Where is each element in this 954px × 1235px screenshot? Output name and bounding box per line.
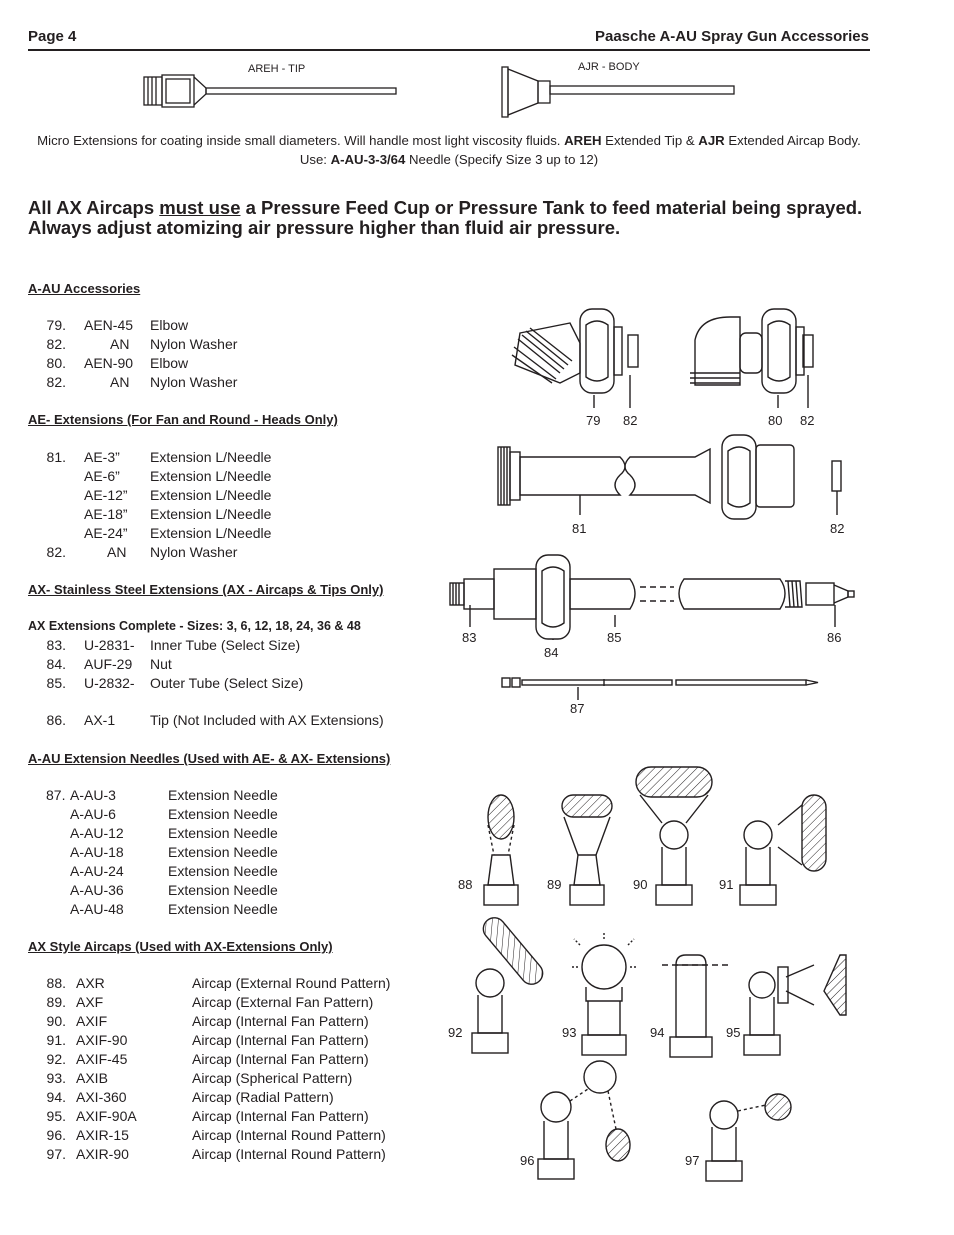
ajr-body-label: AJR - BODY [578, 61, 640, 73]
callout-86: 86 [827, 630, 842, 645]
aircap-axif-45-drawing [472, 913, 547, 1053]
list-item: 82. AN Nylon Washer [46, 336, 238, 352]
list-item: 93. AXIB Aircap (Spherical Pattern) [46, 1070, 353, 1086]
list-item: A-AU-24 Extension Needle [70, 863, 278, 879]
list-item: A-AU-18 Extension Needle [70, 844, 278, 860]
list-item: AE-6” Extension L/Needle [84, 468, 272, 484]
list-item: A-AU-6 Extension Needle [70, 806, 278, 822]
list-item: 87. A-AU-3 Extension Needle [46, 787, 278, 803]
list-item: AE-18” Extension L/Needle [84, 506, 272, 522]
intro-line-1: Micro Extensions for coating inside small diameters. Will handle most light viscosity fluids. AREH Extended Tip & AJR Extended Aircap Body. [37, 133, 861, 148]
aircap-axif-90-drawing [740, 795, 826, 905]
aircap-axr-drawing [484, 795, 518, 905]
callout-96: 96 [520, 1153, 535, 1168]
aircaps-list [0, 974, 440, 1164]
list-item: A-AU-48 Extension Needle [70, 901, 278, 917]
section-title-ax: AX- Stainless Steel Extensions (AX - Aircaps & Tips Only) [28, 582, 384, 597]
list-item: 88. AXR Aircap (External Round Pattern) [46, 975, 391, 991]
micro-extension-figure [130, 55, 750, 120]
needles-list [0, 786, 440, 919]
section-title-needles: A-AU Extension Needles (Used with AE- & AX- Extensions) [28, 751, 391, 766]
ax-extension-drawing [450, 555, 854, 639]
elbow-45-drawing [512, 309, 638, 393]
section-title-aircaps: AX Style Aircaps (Used with AX-Extensions Only) [28, 939, 333, 954]
ax-subtitle: AX Extensions Complete - Sizes: 3, 6, 12, 18, 24, 36 & 48 [28, 619, 361, 633]
intro-line-2: Use: A-AU-3-3/64 Needle (Specify Size 3 up to 12) [299, 152, 599, 167]
callout-84: 84 [544, 645, 559, 660]
list-item: 96. AXIR-15 Aircap (Internal Round Pattern) [46, 1127, 386, 1143]
list-item: 86. AX-1 Tip (Not Included with AX Extensions) [46, 712, 384, 728]
callout-92: 92 [448, 1025, 463, 1040]
callout-81: 81 [572, 521, 587, 536]
list-item: 91. AXIF-90 Aircap (Internal Fan Pattern) [46, 1032, 369, 1048]
aircap-axi-360-drawing [662, 955, 732, 1057]
callout-95: 95 [726, 1025, 741, 1040]
list-item: 94. AXI-360 Aircap (Radial Pattern) [46, 1089, 334, 1105]
list-item: A-AU-36 Extension Needle [70, 882, 278, 898]
callout-87: 87 [570, 701, 585, 716]
callout-94: 94 [650, 1025, 665, 1040]
ax-list [0, 636, 440, 730]
list-item: AE-12” Extension L/Needle [84, 487, 272, 503]
ae-list [0, 448, 440, 562]
callout-85: 85 [607, 630, 622, 645]
accessories-list [0, 316, 440, 392]
page-number: Page 4 [28, 28, 77, 45]
section-title-ae: AE- Extensions (For Fan and Round - Heads Only) [28, 412, 338, 427]
callout-83: 83 [462, 630, 477, 645]
list-item: 80. AEN-90 Elbow [46, 355, 189, 371]
section-title-accessories: A-AU Accessories [28, 281, 141, 296]
list-item: 81. AE-3” Extension L/Needle [46, 449, 272, 465]
list-item: 90. AXIF Aircap (Internal Fan Pattern) [46, 1013, 369, 1029]
list-item: A-AU-12 Extension Needle [70, 825, 278, 841]
list-item: 97. AXIR-90 Aircap (Internal Round Pattern) [46, 1146, 386, 1162]
list-item: 82. AN Nylon Washer [46, 544, 238, 560]
callout-93: 93 [562, 1025, 577, 1040]
aircap-axir-90-drawing [706, 1094, 791, 1181]
callout-89: 89 [547, 877, 562, 892]
aircap-axif-90a-drawing [744, 955, 846, 1055]
areh-tip-label: AREH - TIP [248, 63, 306, 75]
callout-82b: 82 [800, 413, 815, 428]
warning-text: All AX Aircaps must use a Pressure Feed Cup or Pressure Tank to feed material being sprayed. Always adjust atomizing air pressure higher than fluid air pressure. [28, 197, 863, 238]
list-item: 83. U-2831- Inner Tube (Select Size) [46, 637, 301, 653]
list-item: AE-24” Extension L/Needle [84, 525, 272, 541]
callout-97: 97 [685, 1153, 700, 1168]
list-item: 82. AN Nylon Washer [46, 374, 238, 390]
page-title: Paasche A-AU Spray Gun Accessories [594, 28, 869, 45]
callout-90: 90 [633, 877, 648, 892]
aircap-axir-15-drawing [538, 1061, 630, 1179]
list-item: 85. U-2832- Outer Tube (Select Size) [46, 675, 304, 691]
elbow-90-drawing [690, 309, 813, 393]
callout-80: 80 [768, 413, 783, 428]
callout-79: 79 [586, 413, 601, 428]
parts-illustration [440, 295, 870, 1195]
callout-82a: 82 [623, 413, 638, 428]
callout-88: 88 [458, 877, 473, 892]
list-item: 79. AEN-45 Elbow [46, 317, 189, 333]
callout-82c: 82 [830, 521, 845, 536]
aircap-axib-drawing [570, 931, 638, 1055]
aircap-axf-drawing [562, 795, 612, 905]
list-item: 92. AXIF-45 Aircap (Internal Fan Pattern) [46, 1051, 369, 1067]
list-item: 84. AUF-29 Nut [46, 656, 172, 672]
callout-91: 91 [719, 877, 734, 892]
list-item: 89. AXF Aircap (External Fan Pattern) [46, 994, 374, 1010]
ae-extension-drawing [498, 435, 841, 519]
header-rule [28, 49, 870, 51]
extension-needle-drawing [502, 678, 818, 687]
list-item: 95. AXIF-90A Aircap (Internal Fan Pattern) [46, 1108, 369, 1124]
